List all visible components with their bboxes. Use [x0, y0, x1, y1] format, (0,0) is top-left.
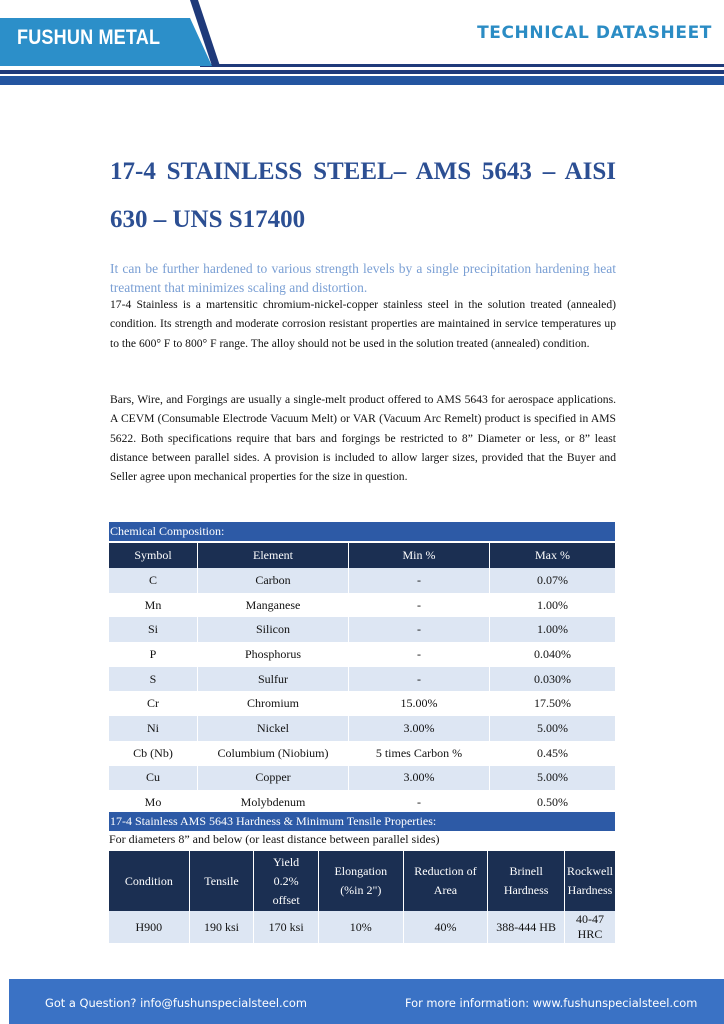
page-header: [0, 0, 724, 90]
column-header: [254, 851, 319, 911]
table-cell: 17.50%: [490, 691, 616, 716]
table-cell: 190 ksi: [189, 911, 254, 943]
hardness-subheading: For diameters 8” and below (or least distance between parallel sides): [109, 832, 440, 846]
table-cell: Cr: [109, 691, 198, 716]
column-header: [565, 851, 616, 911]
table-cell: Cu: [109, 766, 198, 791]
column-header: [488, 851, 565, 911]
table-header-row: [109, 543, 615, 568]
table-cell: 5 times Carbon %: [349, 741, 490, 766]
table-cell: 0.040%: [490, 642, 616, 667]
table-row: [109, 766, 615, 791]
header-stripe: [0, 76, 724, 85]
table-cell: Sulfur: [198, 667, 349, 692]
table-cell: Si: [109, 617, 198, 642]
column-header: Element: [198, 543, 349, 568]
table-row: [109, 716, 615, 741]
hardness-heading: 17-4 Stainless AMS 5643 Hardness & Minimum Tensile Properties:: [109, 812, 615, 831]
table-cell: 0.030%: [490, 667, 616, 692]
table-cell: Mo: [109, 790, 198, 815]
column-header: Symbol: [109, 543, 198, 568]
company-logo: FUSHUN METAL: [17, 26, 161, 49]
chemical-composition-heading: Chemical Composition:: [109, 522, 615, 541]
table-cell: Ni: [109, 716, 198, 741]
page-title: 17-4 STAINLESS STEEL– AMS 5643 – AISI 630 – UNS S17400: [110, 158, 616, 233]
column-header-line: Area: [433, 883, 458, 897]
table-cell: Nickel: [198, 716, 349, 741]
table-cell: 15.00%: [349, 691, 490, 716]
table-cell: 388-444 HB: [488, 911, 565, 943]
table-cell: 40-47 HRC: [565, 911, 616, 943]
column-header: [318, 851, 403, 911]
chemical-composition-table: [109, 543, 615, 815]
table-cell: 170 ksi: [254, 911, 319, 943]
column-header: [189, 851, 254, 911]
column-header: Max %: [490, 543, 616, 568]
column-header: [403, 851, 488, 911]
table-cell: C: [109, 568, 198, 593]
column-header-line: Condition: [124, 873, 173, 888]
lead-paragraph: It can be further hardened to various strength levels by a single precipitation hardening heat treatment that minimizes scaling and distortion.: [110, 261, 616, 295]
hardness-tensile-table: [109, 851, 615, 943]
table-row: [109, 911, 615, 943]
table-cell: -: [349, 790, 490, 815]
column-header-line: 0.2%: [273, 873, 299, 888]
table-cell: 5.00%: [490, 766, 616, 791]
table-header-row: [109, 851, 615, 911]
table-cell: Molybdenum: [198, 790, 349, 815]
table-cell: -: [349, 593, 490, 618]
table-row: [109, 642, 615, 667]
column-header: Min %: [349, 543, 490, 568]
table-row: [109, 568, 615, 593]
column-header-line: (%in 2"): [340, 883, 382, 897]
column-header-line: Yield: [273, 854, 300, 869]
table-cell: S: [109, 667, 198, 692]
table-cell: 0.07%: [490, 568, 616, 593]
table-cell: Carbon: [198, 568, 349, 593]
table-cell: 5.00%: [490, 716, 616, 741]
description-paragraph: 17-4 Stainless is a martensitic chromium-nickel-copper stainless steel in the solution treated (annealed) condition. Its strength and moderate corrosion resistant properties are maintained in service temperatures up to the 600° F to 800° F range. The alloy should not be used in the solution treated (annealed) condition.: [110, 298, 616, 350]
column-header-line: Elongation: [334, 864, 388, 878]
column-header: [109, 851, 189, 911]
table-cell: Silicon: [198, 617, 349, 642]
table-cell: -: [349, 667, 490, 692]
table-row: [109, 617, 615, 642]
table-cell: Copper: [198, 766, 349, 791]
table-row: [109, 593, 615, 618]
column-header-line: Hardness: [503, 883, 549, 897]
column-header-line: Brinell: [509, 864, 543, 878]
table-cell: 0.45%: [490, 741, 616, 766]
table-cell: 3.00%: [349, 716, 490, 741]
column-header-line: offset: [272, 892, 300, 907]
table-cell: 1.00%: [490, 617, 616, 642]
header-stripe: [200, 64, 724, 67]
table-row: [109, 667, 615, 692]
table-cell: -: [349, 568, 490, 593]
column-header-line: Reduction of: [414, 864, 477, 878]
table-cell: 40%: [403, 911, 488, 943]
table-cell: Columbium (Niobium): [198, 741, 349, 766]
table-cell: 3.00%: [349, 766, 490, 791]
footer-contact-email[interactable]: Got a Question? info@fushunspecialsteel.com: [45, 996, 307, 1010]
table-cell: -: [349, 617, 490, 642]
table-cell: 0.50%: [490, 790, 616, 815]
table-row: [109, 691, 615, 716]
table-cell: -: [349, 642, 490, 667]
datasheet-title: TECHNICAL DATASHEET: [477, 23, 712, 43]
table-cell: 10%: [318, 911, 403, 943]
table-cell: H900: [109, 911, 189, 943]
table-cell: Cb (Nb): [109, 741, 198, 766]
table-cell: 1.00%: [490, 593, 616, 618]
table-cell: Chromium: [198, 691, 349, 716]
page-footer: [9, 979, 724, 1024]
column-header-line: Tensile: [204, 873, 239, 888]
table-cell: P: [109, 642, 198, 667]
header-stripe: [0, 70, 724, 74]
table-cell: Manganese: [198, 593, 349, 618]
table-row: [109, 741, 615, 766]
table-cell: Phosphorus: [198, 642, 349, 667]
specification-paragraph: Bars, Wire, and Forgings are usually a single-melt product offered to AMS 5643 for aerospace applications. A CEVM (Consumable Electrode Vacuum Melt) or VAR (Vacuum Arc Remelt) product is specified in AMS 5622. Both specifications require that bars and forgings be restricted to 8” Diameter or less, or 8” least distance between parallel sides. A provision is included to allow larger sizes, provided that the Buyer and Seller agree upon mechanical properties for the size in question.: [110, 393, 616, 484]
table-cell: Mn: [109, 593, 198, 618]
column-header-line: Rockwell: [567, 864, 613, 878]
footer-website-link[interactable]: For more information: www.fushunspecialsteel.com: [405, 996, 698, 1010]
column-header-line: Hardness: [567, 883, 613, 897]
